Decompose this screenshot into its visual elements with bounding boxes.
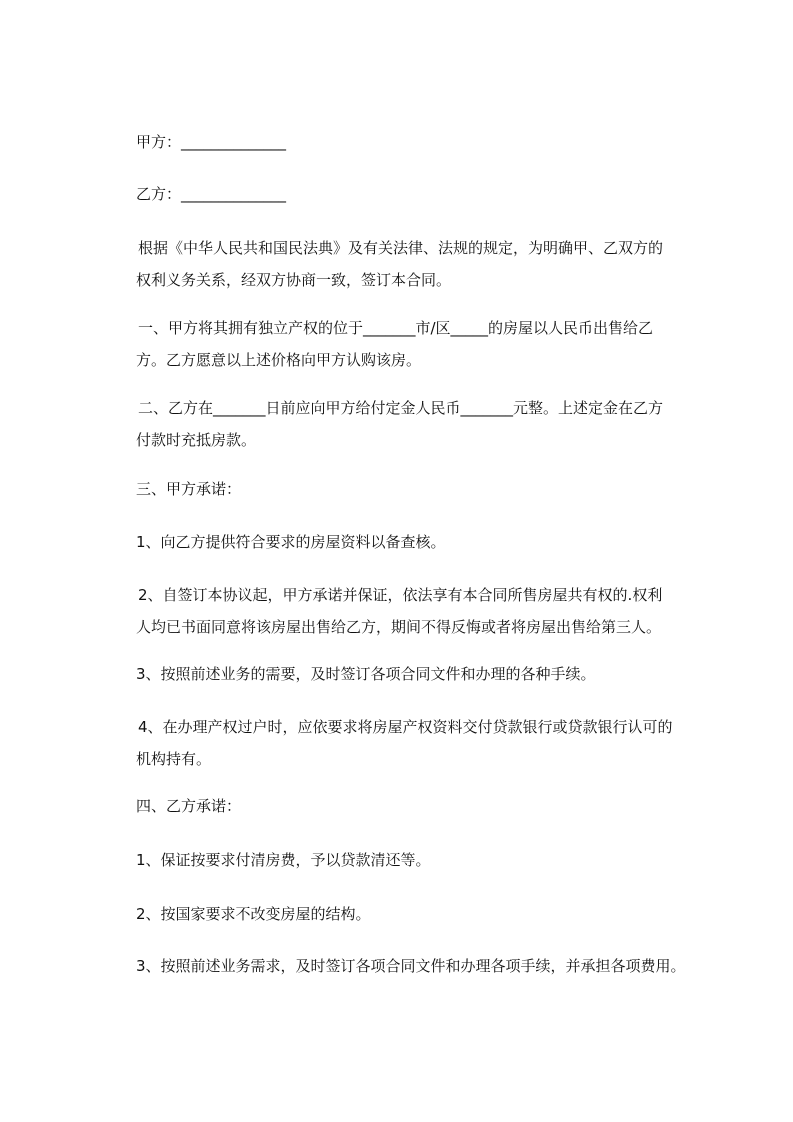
- clause-1-line-2: 方。乙方愿意以上述价格向甲方认购该房。: [136, 351, 422, 369]
- clause-4-title: 四、乙方承诺：: [136, 797, 242, 815]
- clause-3-item-2-line-2: 人均已书面同意将该房屋出售给乙方，期间不得反悔或者将房屋出售给第三人。: [136, 618, 662, 636]
- clause-4-item-3: 3、按照前述业务需求，及时签订各项合同文件和办理各项手续，并承担各项费用。: [136, 957, 686, 975]
- clause-3-item-4-paragraph: [136, 711, 714, 775]
- preamble-line-1: 根据《中华人民共和国民法典》及有关法律、法规的规定，为明确甲、乙双方的: [138, 239, 664, 257]
- clause-3-item-4-line-1: 4、在办理产权过户时，应依要求将房屋产权资料交付贷款银行或贷款银行认可的: [138, 718, 673, 736]
- preamble-line-2: 权利义务关系，经双方协商一致，签订本合同。: [136, 271, 452, 289]
- clause-2-line-1: 二、乙方在_______日前应向甲方给付定金人民币_______元整。上述定金在乙方: [138, 399, 664, 417]
- preamble-paragraph: [136, 232, 714, 296]
- clause-4-item-2: 2、按国家要求不改变房屋的结构。: [136, 905, 371, 923]
- clause-1-line-1: 一、甲方将其拥有独立产权的位于_______市/区_____的房屋以人民币出售给乙: [138, 319, 654, 337]
- clause-4-item-1: 1、保证按要求付清房费，予以贷款清还等。: [136, 851, 431, 869]
- clause-2-paragraph: [136, 392, 714, 456]
- clause-2-line-2: 付款时充抵房款。: [136, 431, 257, 449]
- party-b-line: 乙方：______________: [136, 185, 287, 203]
- clause-1-paragraph: [136, 312, 714, 376]
- clause-3-item-1: 1、向乙方提供符合要求的房屋资料以备查核。: [136, 533, 446, 551]
- clause-3-item-3: 3、按照前述业务的需要，及时签订各项合同文件和办理的各种手续。: [136, 665, 596, 683]
- clause-3-title: 三、甲方承诺：: [136, 480, 242, 498]
- party-a-line: 甲方：______________: [136, 133, 287, 151]
- clause-3-item-2-line-1: 2、自签订本协议起，甲方承诺并保证，依法享有本合同所售房屋共有权的.权利: [138, 586, 663, 604]
- clause-3-item-4-line-2: 机构持有。: [136, 750, 212, 768]
- clause-3-item-2-paragraph: [136, 579, 714, 643]
